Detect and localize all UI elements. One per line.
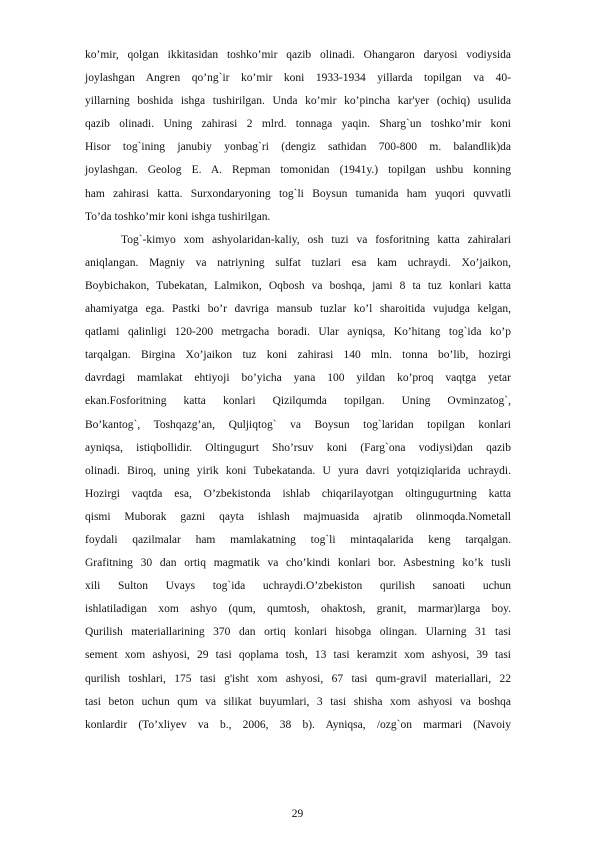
- text-line: tarqalgan. Birgina Xo’jaikon tuz koni zahirasi 140 mln. tonna bo’lib, hozirgi: [85, 349, 511, 362]
- text-line: davrdagi mamlakat ehtiyoji bo’yicha yana 100 yildan ko’proq vaqtga yetar: [85, 372, 511, 385]
- body-text: [85, 44, 511, 737]
- text-line: Tog`-kimyo xom ashyolaridan-kaliy, osh tuzi va fosforitning katta zahiralari: [121, 233, 511, 246]
- text-line: tasi beton uchun qum va silikat buyumlari, 3 tasi shisha xom ashyosi va boshqa: [85, 695, 511, 708]
- text-line: Boybichakon, Tubekatan, Lalmikon, Oqbosh va boshqa, jami 8 ta tuz konlari katta: [85, 279, 511, 292]
- text-line: Grafitning 30 dan ortiq magmatik va cho’kindi konlari bor. Asbestning ko’k tusli: [85, 557, 511, 570]
- page-number: 29: [291, 808, 304, 820]
- text-line: foydali qazilmalar ham mamlakatning tog`li mintaqalarida keng tarqalgan.: [85, 533, 511, 546]
- text-line: qismi Muborak gazni qayta ishlash majmuasida ajratib olinmoqda.Nometall: [85, 510, 511, 523]
- text-line: Hozirgi vaqtda esa, O’zbekistonda ishlab chiqarilayotgan oltingugurtning katta: [85, 487, 511, 500]
- text-line: ayniqsa, istiqbollidir. Oltingugurt Sho’rsuv koni (Farg`ona vodiysi)dan qazib: [85, 441, 511, 454]
- text-line: joylashgan. Geolog E. A. Repman tomonidan (1941y.) topilgan ushbu konning: [85, 164, 511, 177]
- text-line: qazib olinadi. Uning zahirasi 2 mlrd. tonnaga yaqin. Sharg`un toshko’mir koni: [85, 118, 511, 131]
- text-line: joylashgan Angren qo’ng`ir ko’mir koni 1933-1934 yillarda topilgan va 40-: [85, 72, 511, 85]
- text-line: Bo’kantog`, Toshqazg’an, Quljiqtog` va Boysun tog`laridan topilgan konlari: [85, 418, 511, 431]
- text-line: To’da toshko’mir koni ishga tushirilgan.: [85, 210, 271, 223]
- text-line: ham zahirasi katta. Surxondaryoning tog`li Boysun tumanida ham yuqori quvvatli: [85, 187, 511, 200]
- text-line: olinadi. Biroq, uning yirik koni Tubekatanda. U yura davri yotqiziqlarida uchraydi.: [85, 464, 511, 477]
- text-line: Qurilish materiallarining 370 dan ortiq konlari hisobga olingan. Ularning 31 tasi: [85, 626, 511, 639]
- text-line: Hisor tog`ining janubiy yonbag`ri (dengiz sathidan 700-800 m. balandlik)da: [85, 141, 511, 154]
- text-line: sement xom ashyosi, 29 tasi qoplama tosh, 13 tasi keramzit xom ashyosi, 39 tasi: [85, 649, 511, 662]
- text-line: qatlami qalinligi 120-200 metrgacha boradi. Ular ayniqsa, Ko’hitang tog`ida ko’p: [85, 326, 511, 339]
- text-line: qurilish toshlari, 175 tasi g'isht xom ashyosi, 67 tasi qum-gravil materiallari, 22: [85, 672, 511, 685]
- text-line: konlardir (To’xliyev va b., 2006, 38 b). Ayniqsa, /ozg`on marmari (Navoiy: [85, 718, 511, 731]
- text-line: ko’mir, qolgan ikkitasidan toshko’mir qazib olinadi. Ohangaron daryosi vodiysida: [85, 49, 511, 61]
- text-line: aniqlangan. Magniy va natriyning sulfat tuzlari esa kam uchraydi. Xo’jaikon,: [85, 256, 511, 269]
- text-line: ahamiyatga ega. Pastki bo’r davriga mansub tuzlar ko’l sharoitida vujudga kelgan,: [85, 303, 511, 316]
- text-line: ishlatiladigan xom ashyo (qum, qumtosh, ohaktosh, granit, marmar)larga boy.: [85, 603, 511, 616]
- text-line: xili Sulton Uvays tog`ida uchraydi.O’zbekiston qurilish sanoati uchun: [85, 580, 511, 593]
- text-line: yillarning boshida ishga tushirilgan. Unda ko’mir ko’pincha kar'yer (ochiq) usulida: [85, 95, 511, 108]
- text-line: ekan.Fosforitning katta konlari Qizilqumda topilgan. Uning Ovminzatog`,: [85, 395, 511, 408]
